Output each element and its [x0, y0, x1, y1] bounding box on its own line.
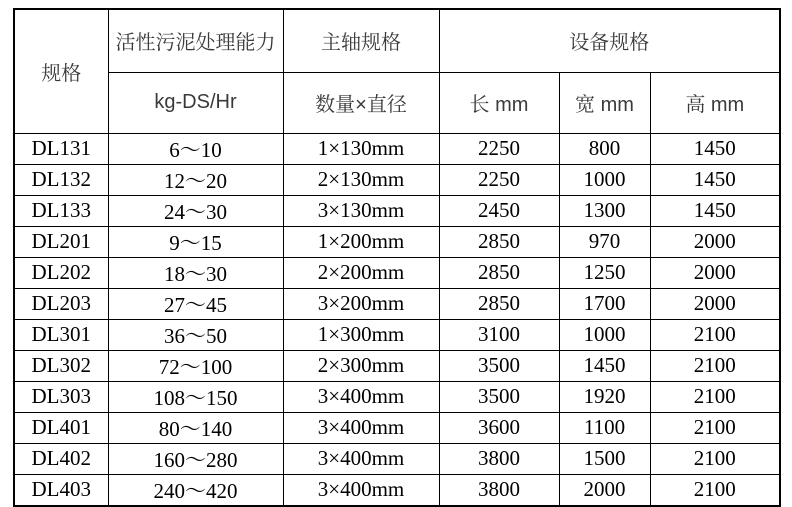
height-cell: 2100	[650, 443, 780, 474]
capacity-cell: 72～100	[108, 350, 283, 381]
width-cell: 1700	[559, 288, 650, 319]
header-spindle-group: 主轴规格	[283, 9, 439, 72]
header-capacity-unit: kg-DS/Hr	[108, 72, 283, 133]
width-cell: 1500	[559, 443, 650, 474]
width-cell: 800	[559, 133, 650, 164]
header-width: 宽 mm	[559, 72, 650, 133]
header-row-1	[14, 9, 780, 72]
model-cell: DL401	[14, 412, 108, 443]
spindle-cell: 3×400mm	[283, 474, 439, 506]
capacity-cell: 24～30	[108, 195, 283, 226]
capacity-cell: 160～280	[108, 443, 283, 474]
spindle-cell: 1×200mm	[283, 226, 439, 257]
length-cell: 2850	[439, 257, 559, 288]
model-cell: DL131	[14, 133, 108, 164]
width-cell: 970	[559, 226, 650, 257]
model-cell: DL202	[14, 257, 108, 288]
capacity-cell: 240～420	[108, 474, 283, 506]
height-cell: 2100	[650, 350, 780, 381]
width-cell: 1300	[559, 195, 650, 226]
length-cell: 3800	[439, 443, 559, 474]
table-row	[14, 474, 780, 506]
table-row	[14, 443, 780, 474]
header-row-2	[14, 72, 780, 133]
model-cell: DL203	[14, 288, 108, 319]
width-cell: 1100	[559, 412, 650, 443]
length-cell: 3100	[439, 319, 559, 350]
length-cell: 2850	[439, 226, 559, 257]
height-cell: 1450	[650, 133, 780, 164]
height-cell: 2100	[650, 474, 780, 506]
spindle-cell: 1×300mm	[283, 319, 439, 350]
spindle-cell: 3×200mm	[283, 288, 439, 319]
model-cell: DL402	[14, 443, 108, 474]
capacity-cell: 6～10	[108, 133, 283, 164]
width-cell: 1000	[559, 164, 650, 195]
capacity-cell: 108～150	[108, 381, 283, 412]
height-cell: 2000	[650, 288, 780, 319]
length-cell: 3500	[439, 350, 559, 381]
width-cell: 1450	[559, 350, 650, 381]
table-row	[14, 133, 780, 164]
model-cell: DL201	[14, 226, 108, 257]
spindle-cell: 1×130mm	[283, 133, 439, 164]
spindle-cell: 2×300mm	[283, 350, 439, 381]
width-cell: 1250	[559, 257, 650, 288]
length-cell: 3600	[439, 412, 559, 443]
header-height: 高 mm	[650, 72, 780, 133]
table-row	[14, 195, 780, 226]
header-length: 长 mm	[439, 72, 559, 133]
length-cell: 3500	[439, 381, 559, 412]
height-cell: 2100	[650, 319, 780, 350]
equipment-spec-table	[13, 8, 781, 507]
capacity-cell: 18～30	[108, 257, 283, 288]
header-capacity-group: 活性污泥处理能力	[108, 9, 283, 72]
header-spec: 规格	[14, 9, 108, 133]
width-cell: 1000	[559, 319, 650, 350]
table-row	[14, 412, 780, 443]
capacity-cell: 36～50	[108, 319, 283, 350]
table-row	[14, 381, 780, 412]
capacity-cell: 80～140	[108, 412, 283, 443]
capacity-cell: 27～45	[108, 288, 283, 319]
spindle-cell: 3×400mm	[283, 381, 439, 412]
spindle-cell: 3×130mm	[283, 195, 439, 226]
length-cell: 2250	[439, 164, 559, 195]
height-cell: 2000	[650, 257, 780, 288]
length-cell: 2250	[439, 133, 559, 164]
table-row	[14, 226, 780, 257]
height-cell: 2100	[650, 381, 780, 412]
height-cell: 2000	[650, 226, 780, 257]
height-cell: 2100	[650, 412, 780, 443]
model-cell: DL301	[14, 319, 108, 350]
width-cell: 2000	[559, 474, 650, 506]
table-row	[14, 319, 780, 350]
length-cell: 2450	[439, 195, 559, 226]
spindle-cell: 3×400mm	[283, 443, 439, 474]
capacity-cell: 12～20	[108, 164, 283, 195]
table-row	[14, 350, 780, 381]
height-cell: 1450	[650, 164, 780, 195]
model-cell: DL303	[14, 381, 108, 412]
table-row	[14, 288, 780, 319]
capacity-cell: 9～15	[108, 226, 283, 257]
header-spindle-sub: 数量×直径	[283, 72, 439, 133]
width-cell: 1920	[559, 381, 650, 412]
model-cell: DL132	[14, 164, 108, 195]
model-cell: DL133	[14, 195, 108, 226]
table-row	[14, 257, 780, 288]
header-equipment-group: 设备规格	[439, 9, 780, 72]
length-cell: 2850	[439, 288, 559, 319]
height-cell: 1450	[650, 195, 780, 226]
spindle-cell: 2×130mm	[283, 164, 439, 195]
table-row	[14, 164, 780, 195]
spindle-cell: 3×400mm	[283, 412, 439, 443]
model-cell: DL302	[14, 350, 108, 381]
model-cell: DL403	[14, 474, 108, 506]
length-cell: 3800	[439, 474, 559, 506]
spindle-cell: 2×200mm	[283, 257, 439, 288]
